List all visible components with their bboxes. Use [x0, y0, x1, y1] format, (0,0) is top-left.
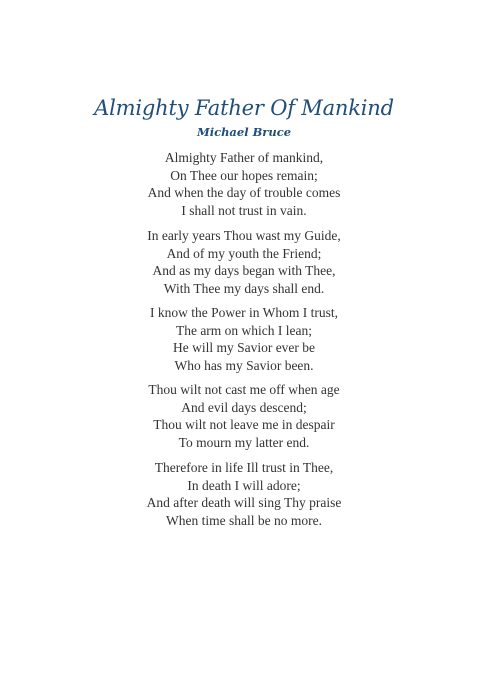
- poem-line: Almighty Father of mankind,: [164, 150, 324, 165]
- stanza-5: [0, 459, 488, 529]
- poem-line: He will my Savior ever be: [172, 340, 316, 355]
- stanza-4: [0, 381, 488, 451]
- poem-author: Michael Bruce: [196, 125, 292, 139]
- poem-line: The arm on which I lean;: [175, 322, 313, 338]
- poem-line: I shall not trust in vain.: [181, 202, 307, 218]
- poem-line: In death I will adore;: [187, 477, 301, 493]
- poem-line: Therefore in life Ill trust in Thee,: [154, 460, 334, 475]
- poem-title: Almighty Father Of Mankind: [94, 96, 394, 120]
- poem-line: To mourn my latter end.: [178, 434, 310, 450]
- stanza-1: [0, 149, 488, 219]
- stanza-3: [0, 304, 488, 374]
- poem-line: And as my days began with Thee,: [152, 263, 336, 278]
- poem-line: Who has my Savior been.: [174, 357, 314, 373]
- poem-line: With Thee my days shall end.: [163, 280, 325, 296]
- poem-line: And of my youth the Friend;: [166, 245, 322, 261]
- poem-line: Thou wilt not leave me in despair: [153, 417, 335, 432]
- poem-line: When time shall be no more.: [166, 512, 322, 528]
- poem-line: Thou wilt not cast me off when age: [148, 382, 340, 397]
- poem-line: And after death will sing Thy praise: [146, 495, 342, 510]
- poem-line: In early years Thou wast my Guide,: [147, 228, 341, 243]
- poem-line: On Thee our hopes remain;: [170, 167, 318, 183]
- poem-line: And when the day of trouble comes: [147, 185, 341, 200]
- poem-line: I know the Power in Whom I trust,: [150, 305, 338, 320]
- stanza-2: [0, 227, 488, 297]
- poem-line: And evil days descend;: [181, 399, 307, 415]
